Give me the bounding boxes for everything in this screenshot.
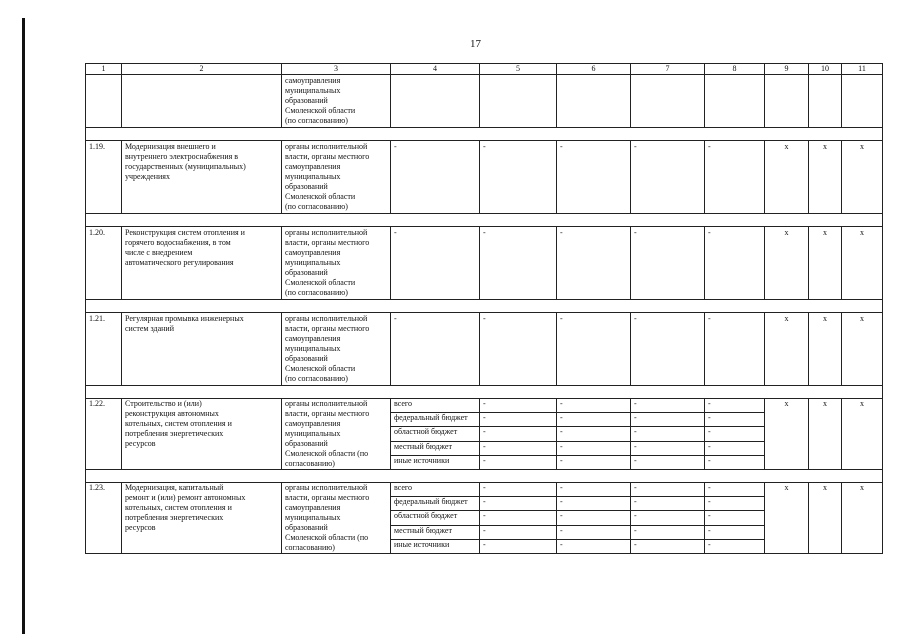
measure-name-cell [122, 483, 282, 554]
dash-cell: - [631, 227, 705, 300]
cell-line: самоуправления [285, 76, 341, 85]
column-header: 8 [705, 64, 765, 75]
row-spacer [86, 386, 883, 399]
dash-cell: - [705, 413, 765, 427]
column-header: 4 [391, 64, 480, 75]
dash-cell: - [631, 413, 705, 427]
cell-line: муниципальных [285, 429, 341, 438]
dash-cell: - [557, 227, 631, 300]
dash-cell: - [631, 427, 705, 441]
cell-line: самоуправления [285, 162, 341, 171]
cell-line: власти, органы местного [285, 238, 370, 247]
dash-cell: - [705, 483, 765, 497]
cell-line: реконструкция автономных [125, 409, 219, 418]
funding-source-row [86, 483, 883, 497]
indicator-cell: x [809, 483, 842, 554]
executor-cell [282, 313, 391, 386]
dash-cell: - [557, 313, 631, 386]
cell-line: согласованию) [285, 543, 335, 552]
column-header: 3 [282, 64, 391, 75]
cell-line: систем зданий [125, 324, 174, 333]
measure-number-cell [86, 75, 122, 128]
dash-cell: - [631, 313, 705, 386]
value-cell [842, 75, 883, 128]
cell-line: образований [285, 523, 328, 532]
cell-line: образований [285, 96, 328, 105]
dash-cell: - [480, 427, 557, 441]
row-spacer [86, 300, 883, 313]
measure-number-cell: 1.21. [86, 313, 122, 386]
indicator-cell: x [765, 227, 809, 300]
cell-line: Смоленской области [285, 278, 356, 287]
dash-cell: - [631, 483, 705, 497]
cell-line: ресурсов [125, 439, 156, 448]
cell-line: власти, органы местного [285, 152, 370, 161]
column-header: 10 [809, 64, 842, 75]
cell-line: числе с внедрением [125, 248, 193, 257]
dash-cell: - [705, 399, 765, 413]
spacer-cell [86, 128, 883, 141]
dash-cell: - [557, 413, 631, 427]
table-row-continued [86, 75, 883, 128]
cell-line: Смоленской области [285, 192, 356, 201]
funding-source-label: федеральный бюджет [391, 497, 480, 511]
indicator-cell: x [809, 141, 842, 214]
dash-cell: - [557, 399, 631, 413]
executor-cell [282, 483, 391, 554]
dash-cell: - [557, 455, 631, 469]
spacer-cell [86, 386, 883, 399]
executor-cell [282, 399, 391, 470]
cell-line: самоуправления [285, 419, 341, 428]
value-cell [705, 75, 765, 128]
cell-line: (по согласованию) [285, 288, 348, 297]
cell-line: образований [285, 182, 328, 191]
row-spacer [86, 214, 883, 227]
indicator-cell: x [842, 313, 883, 386]
table-row [86, 313, 883, 386]
measure-name-cell [122, 141, 282, 214]
cell-line: Смоленской области [285, 106, 356, 115]
dash-cell: - [705, 511, 765, 525]
funding-source-row [86, 399, 883, 413]
measure-number-cell: 1.20. [86, 227, 122, 300]
cell-line: власти, органы местного [285, 324, 370, 333]
value-cell [765, 75, 809, 128]
indicator-cell: x [765, 399, 809, 470]
cell-line: Смоленской области (по [285, 449, 369, 458]
indicator-cell: x [809, 313, 842, 386]
dash-cell: - [480, 497, 557, 511]
dash-cell: - [631, 511, 705, 525]
cell-line: Смоленской области [285, 364, 356, 373]
dash-cell: - [480, 227, 557, 300]
dash-cell: - [391, 227, 480, 300]
table-body [86, 64, 883, 554]
dash-cell: - [391, 141, 480, 214]
cell-line: Строительство и (или) [125, 399, 202, 408]
column-header: 6 [557, 64, 631, 75]
dash-cell: - [705, 313, 765, 386]
dash-cell: - [480, 313, 557, 386]
dash-cell: - [480, 441, 557, 455]
cell-line: муниципальных [285, 258, 341, 267]
indicator-cell: x [842, 483, 883, 554]
dash-cell: - [705, 141, 765, 214]
dash-cell: - [705, 497, 765, 511]
funding-source-label: областной бюджет [391, 511, 480, 525]
dash-cell: - [480, 455, 557, 469]
dash-cell: - [557, 497, 631, 511]
dash-cell: - [631, 525, 705, 539]
dash-cell: - [480, 399, 557, 413]
table-row [86, 227, 883, 300]
dash-cell: - [480, 483, 557, 497]
cell-line: власти, органы местного [285, 493, 370, 502]
dash-cell: - [631, 455, 705, 469]
cell-line: муниципальных [285, 344, 341, 353]
indicator-cell: x [809, 399, 842, 470]
cell-line: государственных (муниципальных) [125, 162, 246, 171]
column-number-header-row [86, 64, 883, 75]
cell-line: (по согласованию) [285, 116, 348, 125]
indicator-cell: x [765, 313, 809, 386]
dash-cell: - [631, 141, 705, 214]
spacer-cell [86, 470, 883, 483]
funding-source-label: областной бюджет [391, 427, 480, 441]
column-header: 5 [480, 64, 557, 75]
funding-source-label: местный бюджет [391, 441, 480, 455]
indicator-cell: x [809, 227, 842, 300]
measure-name-cell [122, 227, 282, 300]
cell-line: автоматического регулирования [125, 258, 234, 267]
cell-line: котельных, систем отопления и [125, 503, 232, 512]
page-number: 17 [470, 38, 481, 50]
dash-cell: - [557, 141, 631, 214]
dash-cell: - [557, 511, 631, 525]
dash-cell: - [631, 539, 705, 553]
cell-line: (по согласованию) [285, 202, 348, 211]
table-row [86, 141, 883, 214]
cell-line: Реконструкция систем отопления и [125, 228, 245, 237]
indicator-cell: x [842, 399, 883, 470]
value-cell [391, 75, 480, 128]
dash-cell: - [557, 441, 631, 455]
executor-cell [282, 75, 391, 128]
cell-line: ресурсов [125, 523, 156, 532]
dash-cell: - [705, 427, 765, 441]
cell-line: учреждениях [125, 172, 170, 181]
dash-cell: - [557, 427, 631, 441]
indicator-cell: x [842, 227, 883, 300]
cell-line: образований [285, 268, 328, 277]
dash-cell: - [631, 441, 705, 455]
measure-name-cell [122, 75, 282, 128]
funding-source-label: всего [391, 399, 480, 413]
cell-line: органы исполнительной [285, 314, 368, 323]
cell-line: муниципальных [285, 172, 341, 181]
funding-source-label: местный бюджет [391, 525, 480, 539]
executor-cell [282, 141, 391, 214]
spacer-cell [86, 300, 883, 313]
column-header: 1 [86, 64, 122, 75]
measure-number-cell: 1.22. [86, 399, 122, 470]
cell-line: потребления энергетических [125, 513, 224, 522]
spacer-cell [86, 214, 883, 227]
cell-line: муниципальных [285, 513, 341, 522]
column-header: 9 [765, 64, 809, 75]
dash-cell: - [557, 525, 631, 539]
row-spacer [86, 128, 883, 141]
value-cell [557, 75, 631, 128]
indicator-cell: x [842, 141, 883, 214]
cell-line: Модернизация внешнего и [125, 142, 216, 151]
dash-cell: - [480, 511, 557, 525]
row-spacer [86, 470, 883, 483]
cell-line: органы исполнительной [285, 142, 368, 151]
dash-cell: - [705, 227, 765, 300]
cell-line: органы исполнительной [285, 483, 368, 492]
measure-name-cell [122, 313, 282, 386]
funding-source-label: федеральный бюджет [391, 413, 480, 427]
program-measures-table [85, 63, 883, 554]
cell-line: муниципальных [285, 86, 341, 95]
cell-line: Смоленской области (по [285, 533, 369, 542]
cell-line: ремонт и (или) ремонт автономных [125, 493, 246, 502]
dash-cell: - [480, 539, 557, 553]
dash-cell: - [705, 525, 765, 539]
indicator-cell: x [765, 141, 809, 214]
binding-line [22, 18, 25, 634]
dash-cell: - [705, 441, 765, 455]
dash-cell: - [631, 399, 705, 413]
cell-line: внутреннего электроснабжения в [125, 152, 239, 161]
cell-line: органы исполнительной [285, 228, 368, 237]
value-cell [809, 75, 842, 128]
dash-cell: - [391, 313, 480, 386]
indicator-cell: x [765, 483, 809, 554]
cell-line: самоуправления [285, 334, 341, 343]
cell-line: самоуправления [285, 503, 341, 512]
cell-line: образований [285, 439, 328, 448]
dash-cell: - [557, 539, 631, 553]
dash-cell: - [705, 455, 765, 469]
dash-cell: - [705, 539, 765, 553]
column-header: 11 [842, 64, 883, 75]
dash-cell: - [557, 483, 631, 497]
measure-number-cell: 1.23. [86, 483, 122, 554]
value-cell [631, 75, 705, 128]
dash-cell: - [480, 141, 557, 214]
cell-line: согласованию) [285, 459, 335, 468]
column-header: 2 [122, 64, 282, 75]
cell-line: потребления энергетических [125, 429, 224, 438]
cell-line: органы исполнительной [285, 399, 368, 408]
value-cell [480, 75, 557, 128]
cell-line: самоуправления [285, 248, 341, 257]
dash-cell: - [631, 497, 705, 511]
cell-line: горячего водоснабжения, в том [125, 238, 231, 247]
cell-line: образований [285, 354, 328, 363]
executor-cell [282, 227, 391, 300]
dash-cell: - [480, 413, 557, 427]
funding-source-label: всего [391, 483, 480, 497]
cell-line: (по согласованию) [285, 374, 348, 383]
cell-line: Регулярная промывка инженерных [125, 314, 244, 323]
funding-source-label: иные источники [391, 539, 480, 553]
measure-name-cell [122, 399, 282, 470]
measure-number-cell: 1.19. [86, 141, 122, 214]
column-header: 7 [631, 64, 705, 75]
funding-source-label: иные источники [391, 455, 480, 469]
dash-cell: - [480, 525, 557, 539]
cell-line: Модернизация, капитальный [125, 483, 224, 492]
cell-line: власти, органы местного [285, 409, 370, 418]
cell-line: котельных, систем отопления и [125, 419, 232, 428]
